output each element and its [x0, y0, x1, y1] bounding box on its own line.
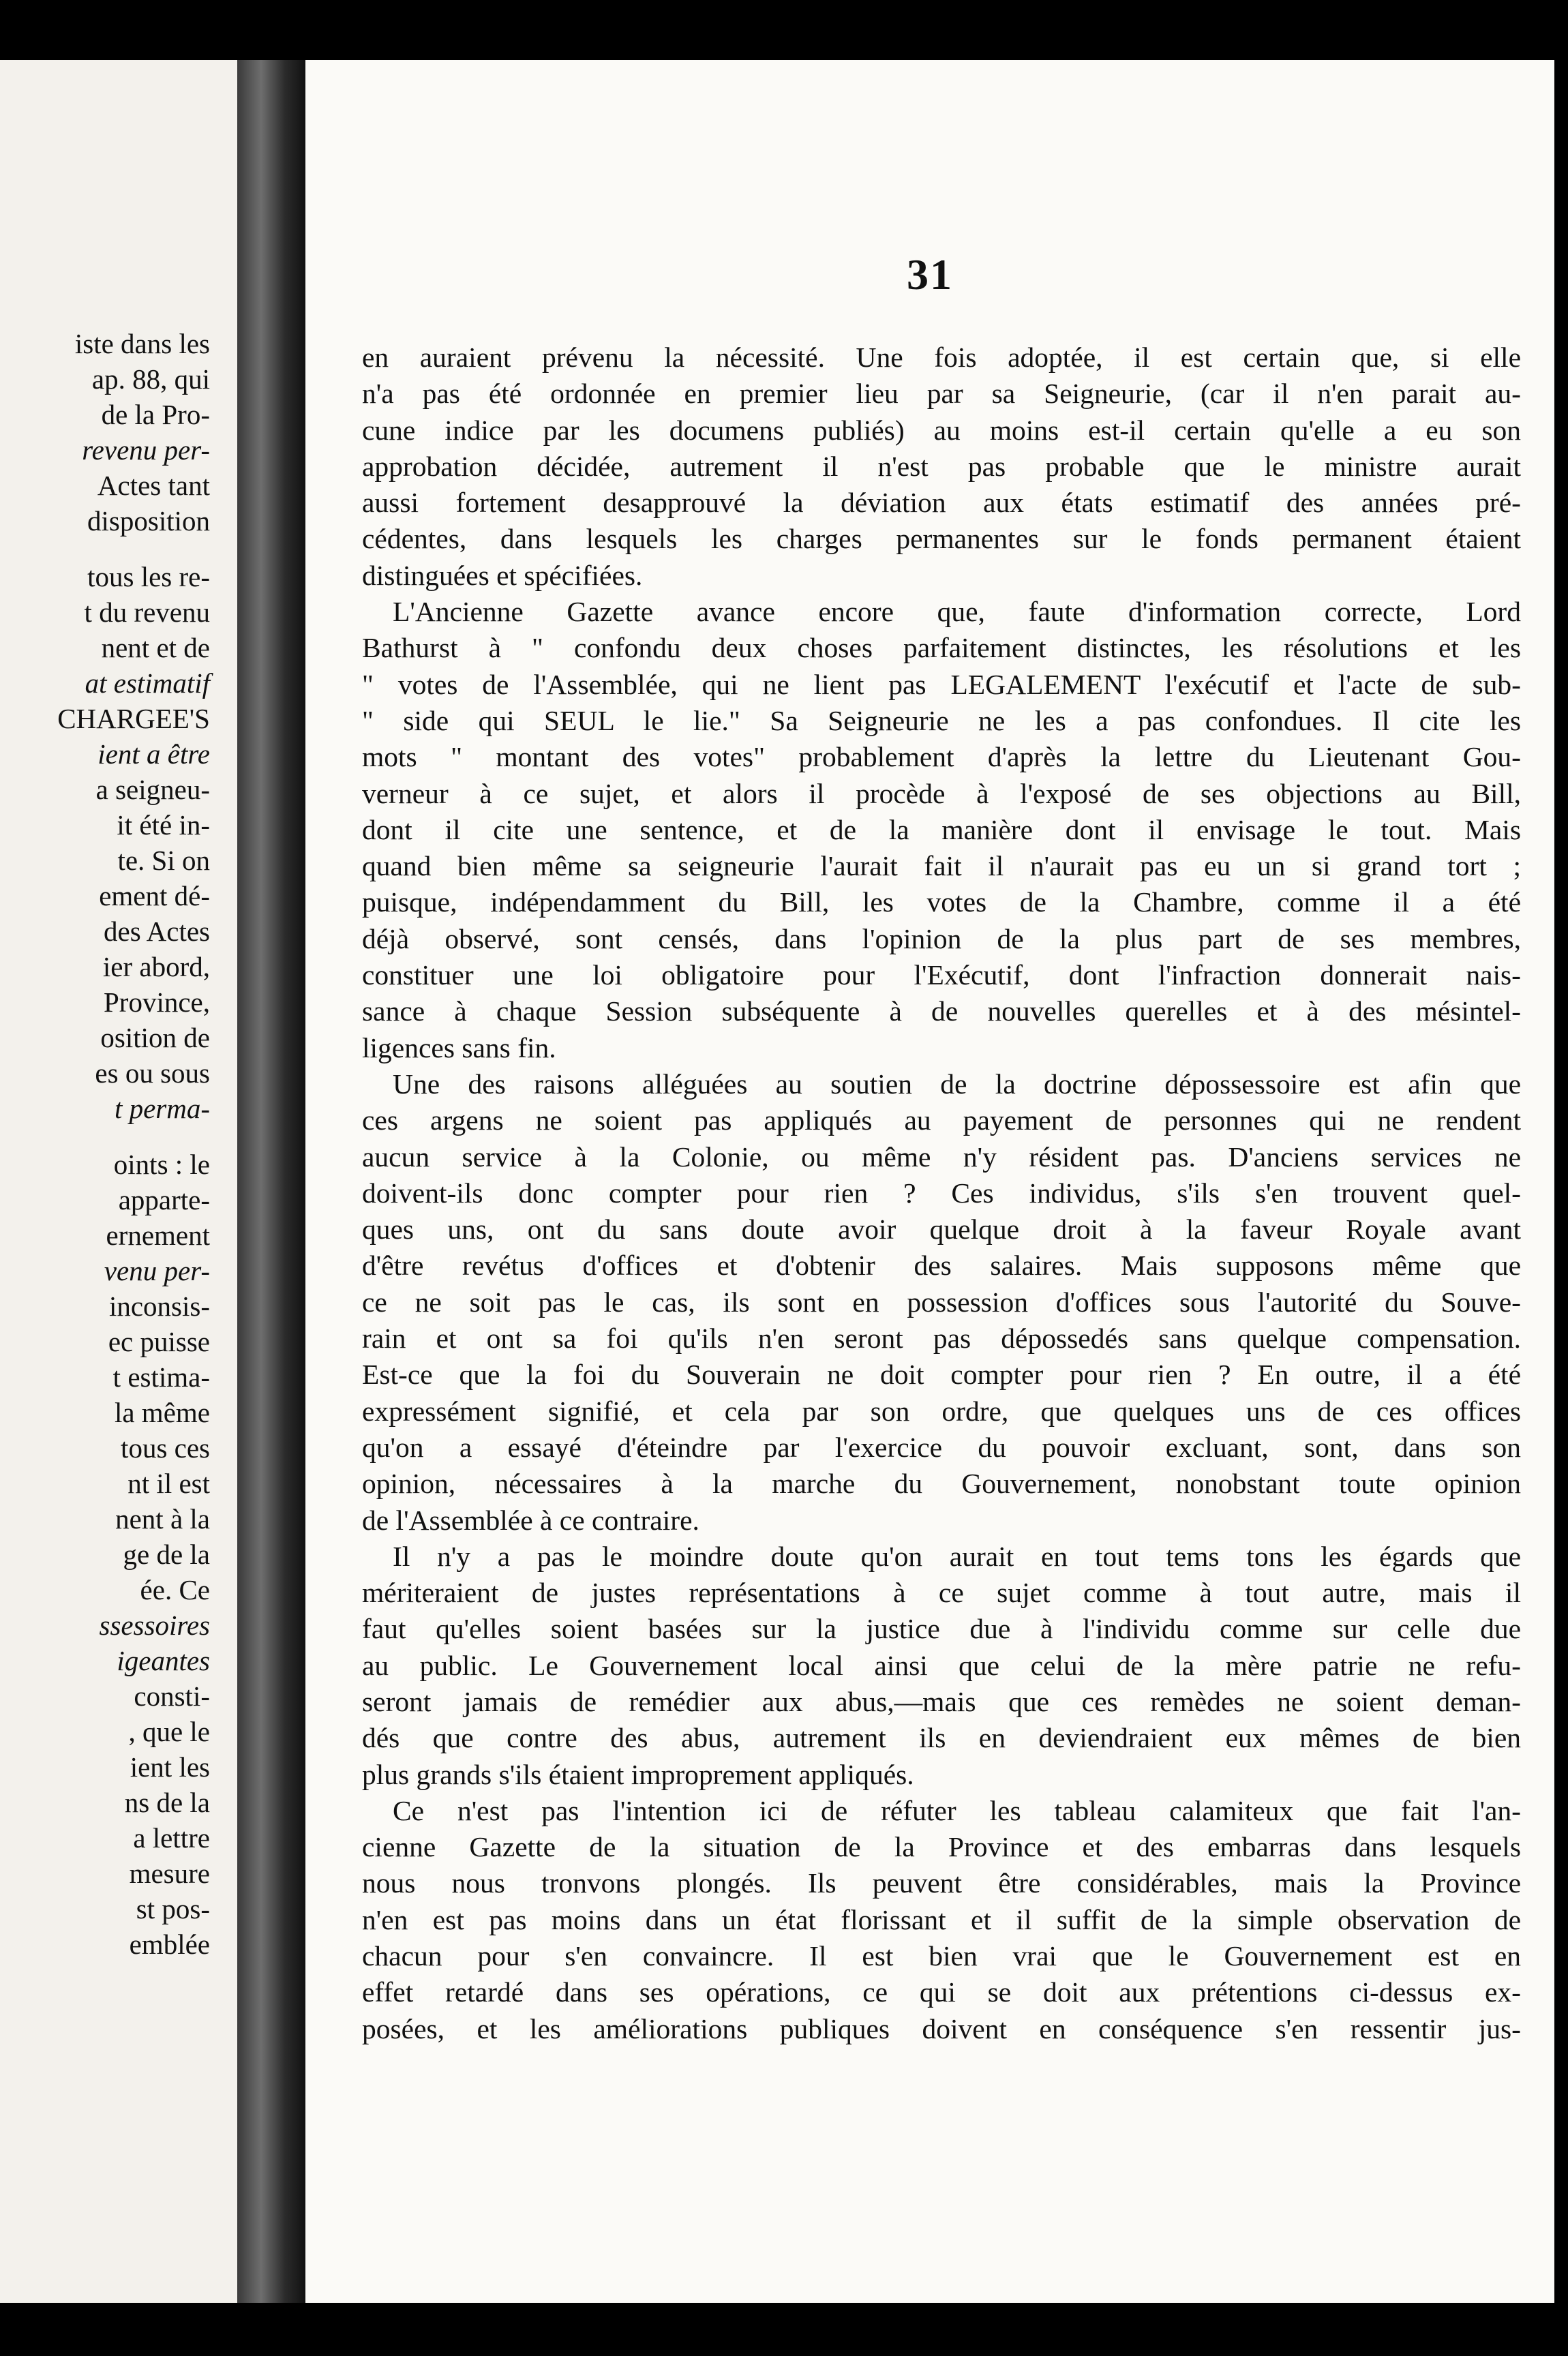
text-line: cédentes, dans lesquels les charges permanentes sur le fonds permanent étaient [362, 523, 1521, 555]
text-line: ces argens ne soient pas appliqués au payement de personnes qui ne rendent [362, 1104, 1521, 1136]
left-page-line: nt il est [127, 1468, 210, 1499]
text-line: mots " montant des votes" probablement d'après la lettre du Lieutenant Gou- [362, 741, 1521, 773]
right-page [305, 60, 1554, 2303]
text-line: mériteraient de justes représentations à ce sujet comme à tout autre, mais il [362, 1577, 1521, 1609]
left-page-line: ssessoires [99, 1610, 210, 1641]
book-gutter [237, 60, 305, 2303]
text-line: chacun pour s'en convaincre. Il est bien vrai que le Gouvernement est en [362, 1940, 1521, 1972]
left-page-line: venu per- [104, 1255, 210, 1286]
left-page-line: disposition [87, 505, 210, 537]
text-line: n'en est pas moins dans un état florissant et il suffit de la simple observation de [362, 1903, 1521, 1935]
text-line: dont il cite une sentence, et de la manière dont il envisage le tout. Mais [362, 813, 1521, 845]
text-line: ce ne soit pas le cas, ils sont en possession d'offices sous l'autorité du Souve- [362, 1286, 1521, 1318]
text-line: distinguées et spécifiées. [362, 559, 643, 591]
left-page [0, 60, 237, 2303]
text-line: seront jamais de remédier aux abus,—mais que ces remèdes ne soient deman- [362, 1685, 1521, 1717]
left-page-line: emblée [129, 1929, 210, 1960]
left-page-line: ement dé- [99, 880, 210, 911]
left-page-line: te. Si on [117, 845, 210, 876]
left-page-line: a seigneu- [95, 774, 210, 805]
text-line: expressément signifié, et cela par son ordre, que quelques uns de ces offices [362, 1395, 1521, 1427]
text-line: approbation décidée, autrement il n'est pas probable que le ministre aurait [362, 450, 1521, 482]
left-page-line: nent à la [115, 1503, 210, 1535]
text-line: cune indice par les documens publiés) au moins est-il certain qu'elle a eu son [362, 414, 1521, 446]
text-line: effet retardé dans ses opérations, ce qui se doit aux prétentions ci-dessus ex- [362, 1976, 1521, 2008]
left-page-line: tous ces [121, 1432, 210, 1464]
left-page-line: Actes tant [97, 470, 210, 501]
text-line: " side qui SEUL le lie." Sa Seigneurie ne les a pas confondues. Il cite les [362, 704, 1521, 736]
left-page-line: Province, [104, 986, 210, 1018]
text-line: Une des raisons alléguées au soutien de la doctrine dépossessoire est afin que [393, 1068, 1521, 1100]
text-line: sance à chaque Session subséquente à de nouvelles querelles et à des mésintel- [362, 995, 1521, 1027]
text-line: nous nous tronvons plongés. Ils peuvent être considérables, mais la Province [362, 1867, 1521, 1899]
text-line: en auraient prévenu la nécessité. Une fois adoptée, il est certain que, si elle [362, 342, 1521, 373]
left-page-line: a lettre [133, 1822, 210, 1854]
text-line: posées, et les améliorations publiques doivent en conséquence s'en ressentir jus- [362, 2012, 1521, 2044]
text-line: doivent-ils donc compter pour rien ? Ces individus, s'ils s'en trouvent quel- [362, 1177, 1521, 1209]
text-line: qu'on a essayé d'éteindre par l'exercice du pouvoir excluant, sont, dans son [362, 1431, 1521, 1463]
text-line: n'a pas été ordonnée en premier lieu par sa Seigneurie, (car il n'en parait au- [362, 378, 1521, 410]
left-page-line: t perma- [114, 1093, 210, 1124]
left-page-line: es ou sous [95, 1057, 210, 1089]
text-line: ques uns, ont du sans doute avoir quelque droit à la faveur Royale avant [362, 1213, 1521, 1245]
page-number: 31 [907, 250, 953, 299]
text-line: aussi fortement desapprouvé la déviation aux états estimatif des années pré- [362, 487, 1521, 519]
left-page-line: ée. Ce [140, 1574, 210, 1605]
left-page-line: CHARGEE'S [57, 703, 210, 734]
left-page-line: ns de la [124, 1787, 210, 1818]
left-page-line: ernement [106, 1220, 210, 1251]
left-page-line: ge de la [123, 1539, 210, 1570]
text-line: verneur à ce sujet, et alors il procède à l'exposé de ses objections au Bill, [362, 777, 1521, 809]
text-line: cienne Gazette de la situation de la Province et des embarras dans lesquels [362, 1831, 1521, 1863]
left-page-line: inconsis- [108, 1290, 210, 1322]
left-page-line: ap. 88, qui [91, 363, 210, 395]
text-line: opinion, nécessaires à la marche du Gouvernement, nonobstant toute opinion [362, 1468, 1521, 1500]
text-line: Ce n'est pas l'intention ici de réfuter les tableau calamiteux que fait l'an- [393, 1794, 1521, 1826]
text-line: au public. Le Gouvernement local ainsi que celui de la mère patrie ne refu- [362, 1649, 1521, 1681]
left-page-line: nent et de [101, 632, 210, 663]
text-line: L'Ancienne Gazette avance encore que, faute d'information correcte, Lord [393, 596, 1521, 628]
text-line: puisque, indépendamment du Bill, les votes de la Chambre, comme il a été [362, 886, 1521, 918]
book-spread [0, 60, 1554, 2303]
left-page-line: mesure [129, 1858, 210, 1889]
left-page-line: , que le [128, 1716, 210, 1747]
text-line: de l'Assemblée à ce contraire. [362, 1504, 699, 1536]
text-line: déjà observé, sont censés, dans l'opinion de la plus part de ses membres, [362, 922, 1521, 954]
text-line: quand bien même sa seigneurie l'aurait fait il n'aurait pas eu un si grand tort ; [362, 850, 1521, 882]
left-page-line: apparte- [118, 1184, 210, 1215]
left-page-line: ient les [130, 1751, 210, 1783]
text-line: aucun service à la Colonie, ou même n'y résident pas. D'anciens services ne [362, 1141, 1521, 1173]
text-line: d'être revétus d'offices et d'obtenir des salaires. Mais supposons même que [362, 1250, 1521, 1282]
left-page-line: t du revenu [84, 596, 210, 628]
left-page-line: revenu per- [82, 434, 210, 466]
text-line: Bathurst à " confondu deux choses parfaitement distinctes, les résolutions et les [362, 632, 1521, 664]
left-page-line: it été in- [117, 809, 210, 841]
left-page-line: st pos- [136, 1893, 210, 1924]
text-line: rain et ont sa foi qu'ils n'en seront pas dépossedés sans quelque compensation. [362, 1323, 1521, 1355]
text-line: ligences sans fin. [362, 1031, 556, 1063]
left-page-line: oints : le [113, 1149, 210, 1180]
left-page-line: osition de [100, 1022, 210, 1053]
text-line: Il n'y a pas le moindre doute qu'on aurait en tout tems tons les égards que [393, 1540, 1521, 1572]
body-text [362, 339, 1521, 2047]
left-page-line: ier abord, [102, 951, 210, 982]
text-line: faut qu'elles soient basées sur la justice due à l'individu comme sur celle due [362, 1613, 1521, 1645]
left-page-line: des Actes [104, 916, 210, 947]
left-page-line: at estimatif [85, 667, 210, 699]
left-page-line: igeantes [117, 1645, 210, 1676]
left-page-line: de la Pro- [101, 399, 210, 430]
text-line: " votes de l'Assemblée, qui ne lient pas LEGALEMENT l'exécutif et l'acte de sub- [362, 668, 1521, 700]
text-line: dés que contre des abus, autrement ils en deviendraient eux mêmes de bien [362, 1722, 1521, 1754]
text-line: plus grands s'ils étaient improprement appliqués. [362, 1758, 914, 1790]
left-page-line: consti- [134, 1680, 210, 1712]
left-page-line: tous les re- [87, 561, 210, 592]
left-page-line: ient a être [97, 738, 210, 770]
text-line: constituer une loi obligatoire pour l'Exécutif, dont l'infraction donnerait nais- [362, 959, 1521, 991]
left-page-line: t estima- [112, 1361, 210, 1393]
left-page-line: la même [114, 1397, 210, 1428]
left-page-line: ec puisse [108, 1326, 210, 1357]
text-line: Est-ce que la foi du Souverain ne doit compter pour rien ? En outre, il a été [362, 1359, 1521, 1391]
left-page-line: iste dans les [74, 328, 210, 359]
